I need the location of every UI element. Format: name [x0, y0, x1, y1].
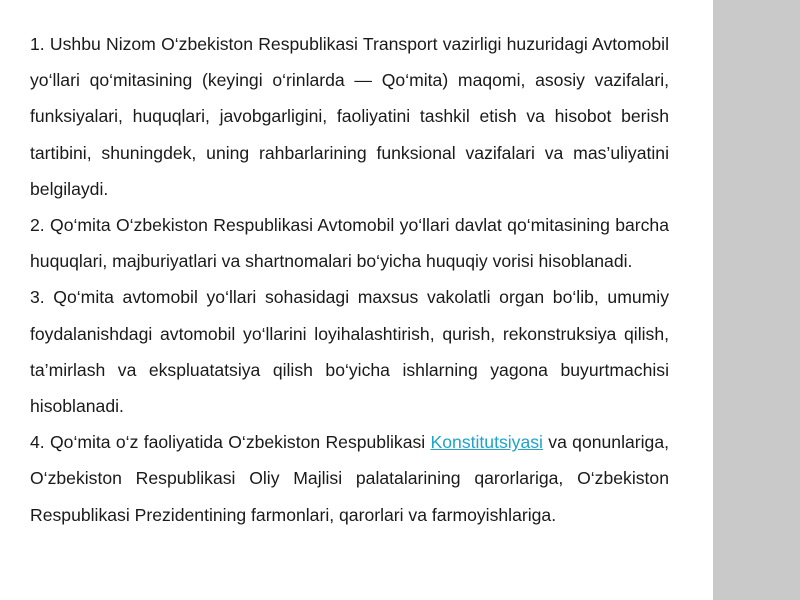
- constitution-link[interactable]: Konstitutsiyasi: [430, 432, 543, 453]
- paragraph-4-text-after: va qonunlariga, O‘zbekiston Respublikasi Oliy Majlisi palatalarining qarorlariga, O‘zbekiston Respublikasi Prezidentining farmonlari, qarorlari va farmoyishlariga.: [30, 432, 670, 525]
- paragraph-1: 1. Ushbu Nizom O‘zbekiston Respublikasi Transport vazirligi huzuridagi Avtomobil yo‘llari qo‘mitasining (keyingi o‘rinlarda — Qo‘mita) maqomi, asosiy vazifalari, funksiyalari, huquqlari, javobgarligini, faoliyatini tashkil etish va hisobot berish tartibini, shuningdek, uning rahbarlarining funksional vazifalari va mas’uliyatini belgilaydi.: [30, 34, 669, 199]
- side-panel: [713, 0, 800, 600]
- document-body: [30, 26, 669, 533]
- paragraph-3: 3. Qo‘mita avtomobil yo‘llari sohasidagi maxsus vakolatli organ bo‘lib, umumiy foydalanishdagi avtomobil yo‘llarini loyihalashtirish, qurish, rekonstruksiya qilish, ta’mirlash va ekspluatatsiya qilish bo‘yicha ishlarning yagona buyurtmachisi hisoblanadi.: [30, 287, 669, 417]
- paragraph-2: 2. Qo‘mita O‘zbekiston Respublikasi Avtomobil yo‘llari davlat qo‘mitasining barcha huquqlari, majburiyatlari va shartnomalari bo‘yicha huquqiy vorisi hisoblanadi.: [30, 215, 669, 272]
- paragraph-4-text-before: 4. Qo‘mita o‘z faoliyatida O‘zbekiston Respublikasi: [30, 432, 431, 453]
- paragraph-4: [30, 424, 669, 533]
